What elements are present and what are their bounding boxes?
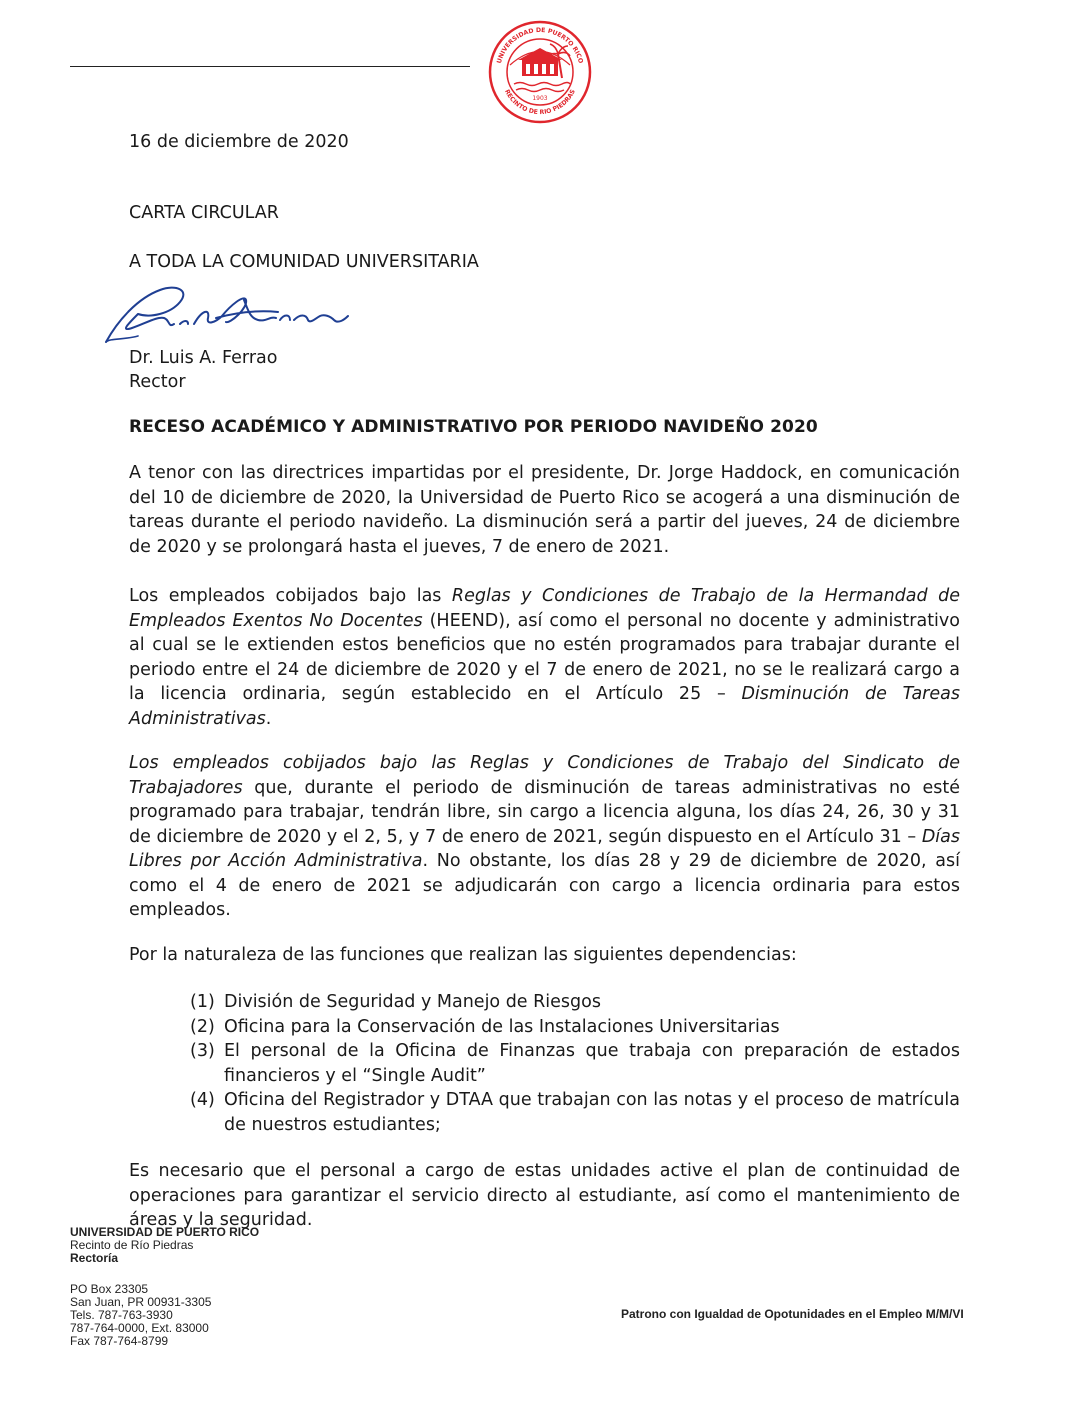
- footer-address: [70, 1226, 259, 1348]
- paragraph-1: A tenor con las directrices impartidas por el presidente, Dr. Jorge Haddock, en comunicación del 10 de diciembre de 2020, la Universidad de Puerto Rico se acogerá a una disminución de tareas durante el periodo navideño. La disminución será a partir del jueves, 24 de diciembre de 2020 y se prolongará hasta el jueves, 7 de enero de 2021.: [129, 463, 960, 557]
- list-item: (4) Oficina del Registrador y DTAA que trabajan con las notas y el proceso de matrícula de nuestros estudiantes;: [190, 1090, 960, 1135]
- addressee: A TODA LA COMUNIDAD UNIVERSITARIA: [129, 252, 479, 272]
- footer-eeo-statement: Patrono con Igualdad de Opotunidades en el Empleo M/M/VI: [621, 1307, 964, 1321]
- list-item: (3) El personal de la Oficina de Finanzas que trabaja con preparación de estados financieros y el “Single Audit”: [190, 1041, 960, 1086]
- paragraph-4: Por la naturaleza de las funciones que realizan las siguientes dependencias:: [129, 945, 797, 965]
- footer-office: Rectoría: [70, 1251, 119, 1265]
- letter-date: 16 de diciembre de 2020: [129, 132, 349, 152]
- footer-tel-2: 787-764-0000, Ext. 83000: [70, 1321, 209, 1335]
- footer-po-box: PO Box 23305: [70, 1282, 149, 1296]
- document-type: CARTA CIRCULAR: [129, 203, 279, 223]
- footer-city: San Juan, PR 00931-3305: [70, 1295, 212, 1309]
- svg-text:UNIVERSIDAD DE PUERTO RICO: UNIVERSIDAD DE PUERTO RICO: [495, 26, 585, 65]
- svg-text:1903: 1903: [532, 95, 548, 102]
- svg-text:RECINTO DE RIO PIEDRAS: RECINTO DE RIO PIEDRAS: [503, 88, 577, 117]
- footer-fax: Fax 787-764-8799: [70, 1334, 169, 1348]
- list-item: (2) Oficina para la Conservación de las Instalaciones Universitarias: [190, 1016, 780, 1037]
- paragraph-5: Es necesario que el personal a cargo de estas unidades active el plan de continuidad de operaciones para garantizar el servicio directo al estudiante, así como el mantenimiento de áreas y la seguridad.: [129, 1161, 960, 1230]
- footer-tel-1: Tels. 787-763-3930: [70, 1308, 173, 1322]
- paragraph-3: Los empleados cobijados bajo las Reglas y Condiciones de Trabajo del Sindicato de Trabajadores que, durante el periodo de disminución de tareas administrativas no esté programado para trabajar, tendrán libre, sin cargo a licencia alguna, los días 24, 26, 30 y 31 de diciembre de 2020 y el 2, 5, y 7 de enero de 2021, según dispuesto en el Artículo 31 – Días Libres por Acción Administrativa. No obstante, los días 28 y 29 de diciembre de 2020, así como el 4 de enero de 2021 se adjudicarán con cargo a licencia ordinaria para estos empleados.: [129, 753, 960, 920]
- footer-campus: Recinto de Río Piedras: [70, 1238, 194, 1252]
- signer-name: Dr. Luis A. Ferrao: [129, 348, 278, 368]
- letter-subject: RECESO ACADÉMICO Y ADMINISTRATIVO POR PERIODO NAVIDEÑO 2020: [129, 417, 818, 437]
- footer-institution: UNIVERSIDAD DE PUERTO RICO: [70, 1225, 260, 1239]
- list-item: (1) División de Seguridad y Manejo de Riesgos: [190, 992, 601, 1012]
- paragraph-2: Los empleados cobijados bajo las Reglas y Condiciones de Trabajo de la Hermandad de Empleados Exentos No Docentes (HEEND), así como el personal no docente y administrativo al cual se le extienden estos beneficios que no estén programados para trabajar durante el periodo entre el 24 de diciembre de 2020 y el 7 de enero de 2021, no se le realizará cargo a la licencia ordinaria, según establecido en el Artículo 25 – Disminución de Tareas Administrativas.: [129, 586, 960, 729]
- university-seal-icon: [488, 20, 592, 124]
- header-rule: [70, 66, 470, 67]
- dependencies-list: [190, 990, 960, 1137]
- rector-signature: [98, 280, 358, 352]
- signer-title: Rector: [129, 372, 186, 392]
